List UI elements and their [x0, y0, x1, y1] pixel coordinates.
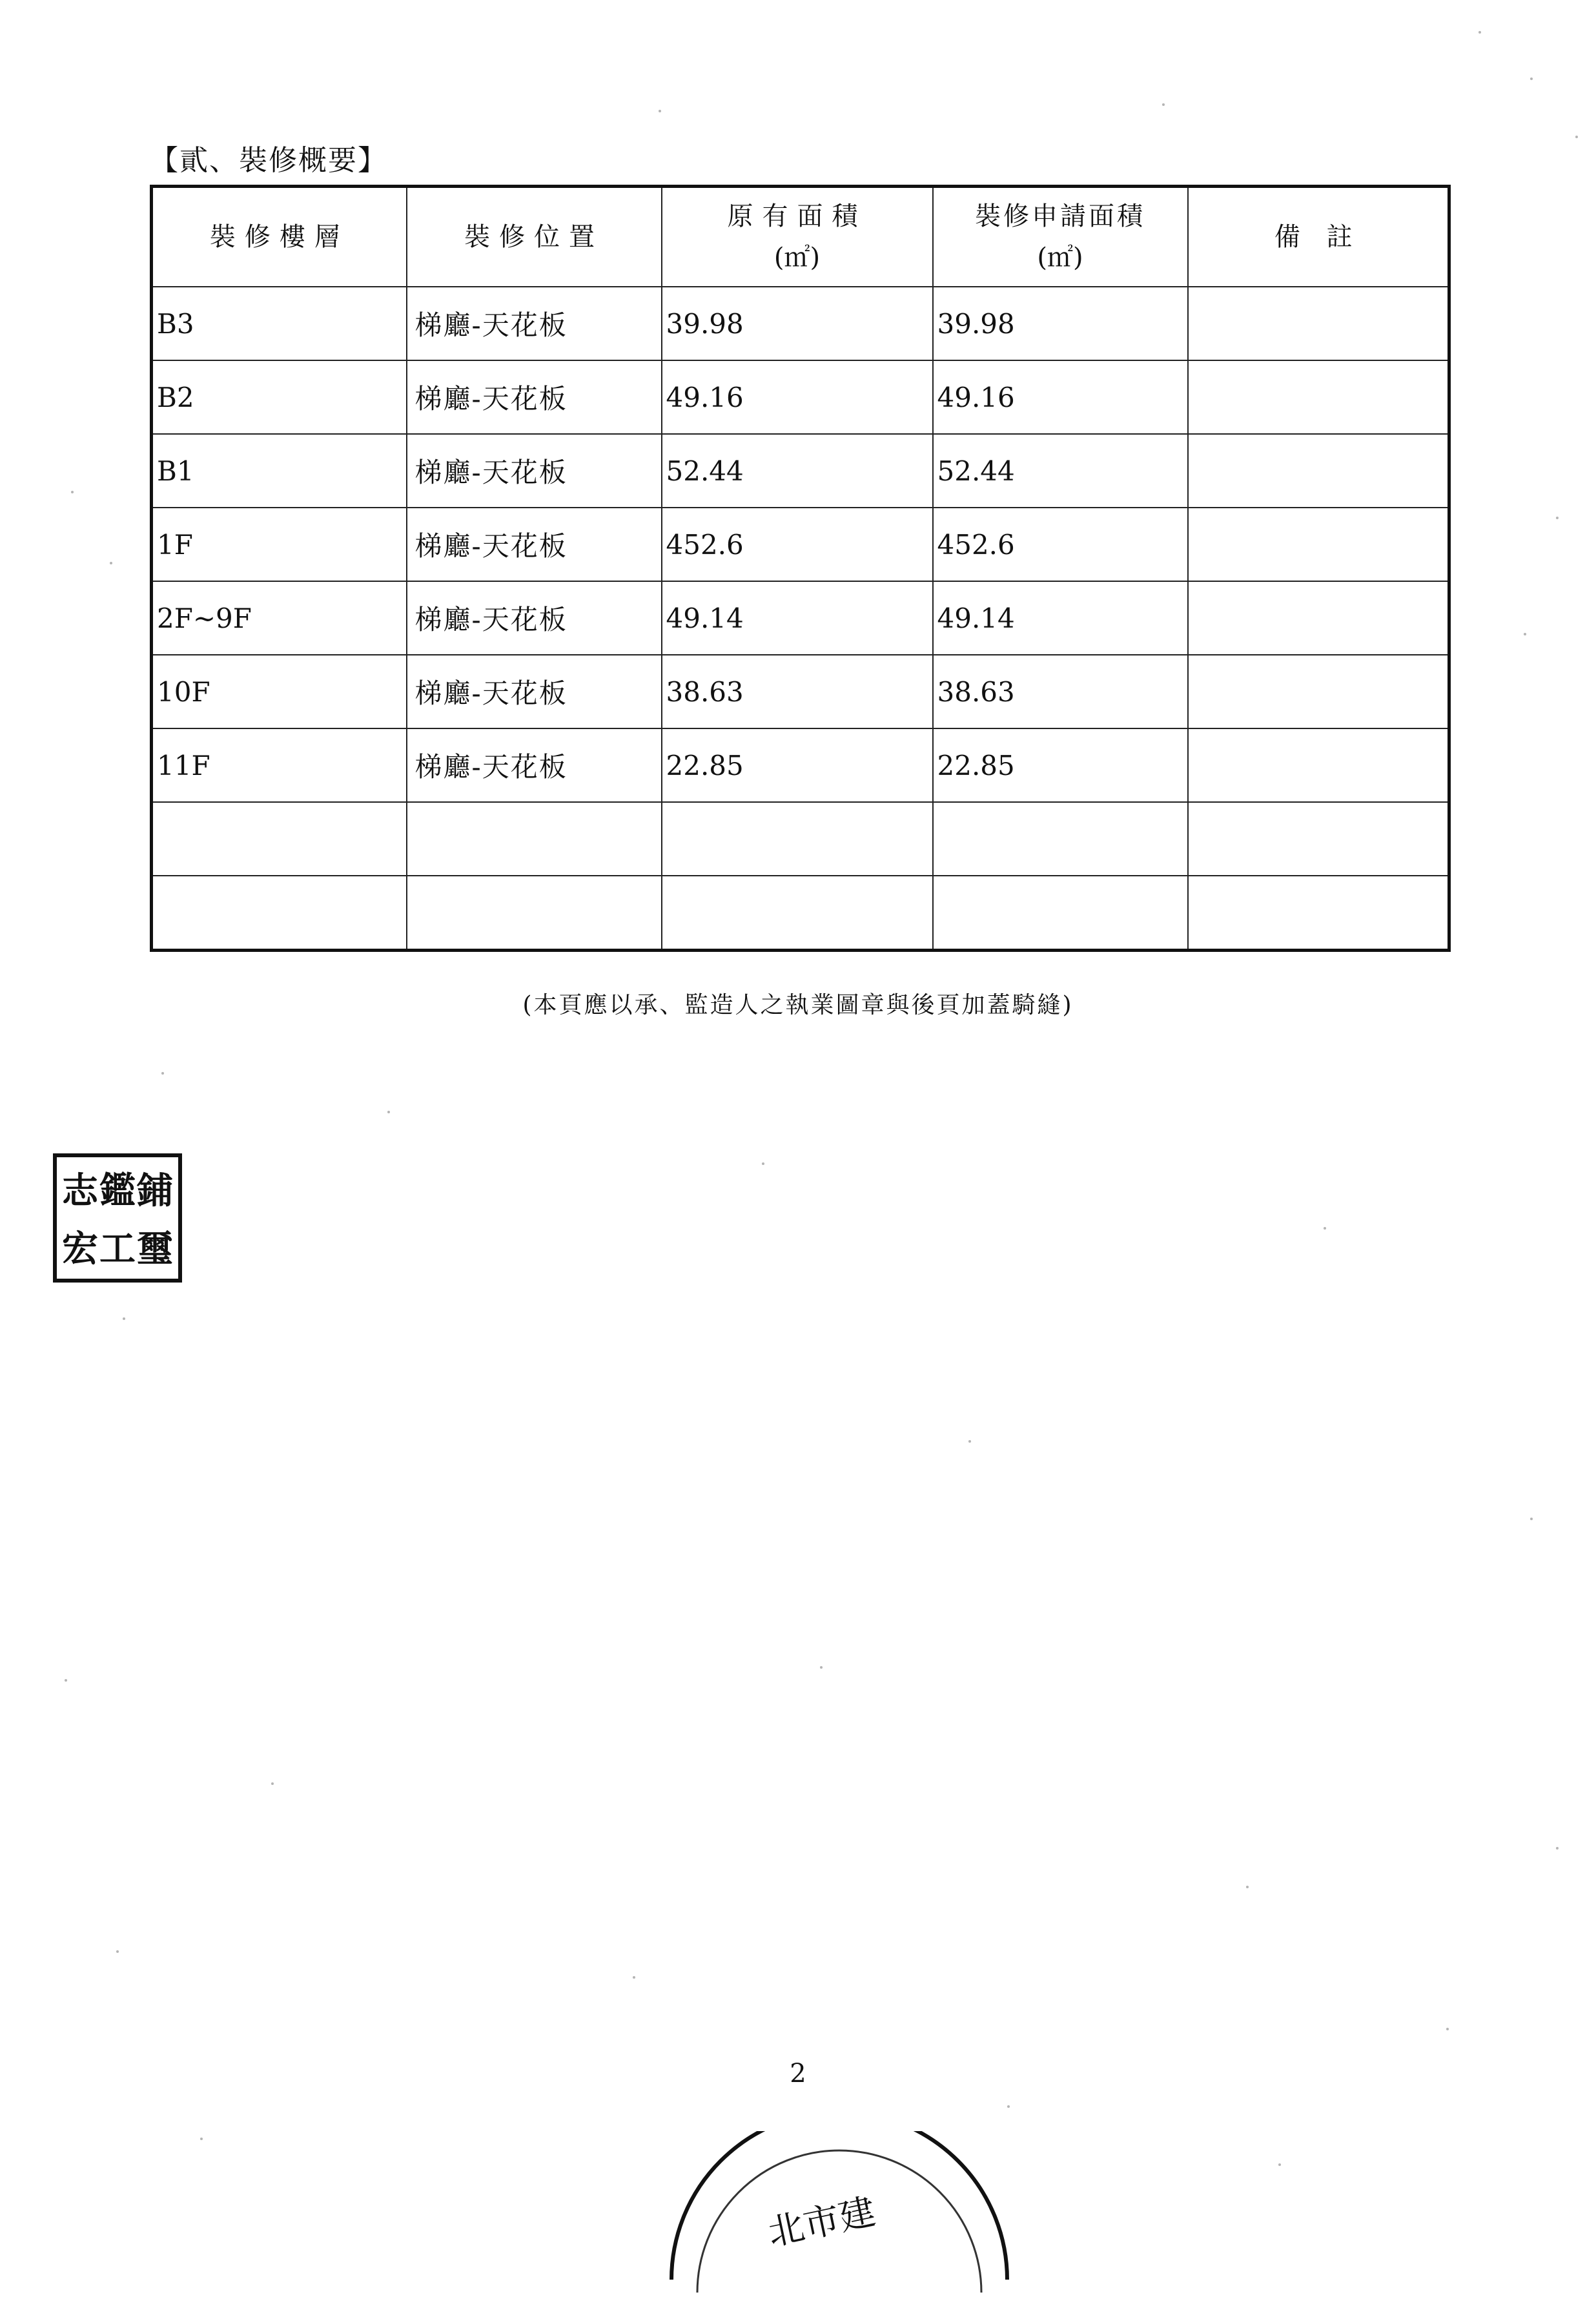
header-position: 裝修位置	[407, 187, 662, 287]
scan-speck	[1478, 31, 1481, 34]
scan-speck	[968, 1440, 971, 1443]
cell-position: 梯廳-天花板	[407, 360, 662, 434]
header-remarks: 備 註	[1188, 187, 1449, 287]
cell-position	[407, 876, 662, 951]
scan-speck	[161, 1072, 164, 1075]
cell-requested-area: 52.44	[933, 434, 1188, 508]
header-requested-area	[933, 187, 1188, 287]
cell-floor: 10F	[152, 655, 407, 728]
cell-floor: B1	[152, 434, 407, 508]
header-requested-area-unit: (㎡)	[1037, 243, 1083, 273]
scan-speck	[116, 1950, 119, 1953]
header-original-area-unit: (㎡)	[773, 243, 821, 273]
scan-speck	[123, 1317, 125, 1320]
cell-original-area: 39.98	[662, 287, 933, 360]
cell-requested-area	[933, 802, 1188, 876]
seal-char: 璽	[137, 1228, 173, 1270]
scan-speck	[1324, 1227, 1326, 1230]
scan-speck	[1007, 2105, 1010, 2108]
seal-char: 宏	[62, 1228, 98, 1270]
cell-requested-area: 452.6	[933, 508, 1188, 581]
cell-original-area: 452.6	[662, 508, 933, 581]
table-row	[152, 360, 1449, 434]
table-header-row	[152, 187, 1449, 287]
cell-requested-area: 49.16	[933, 360, 1188, 434]
cell-original-area: 22.85	[662, 728, 933, 802]
header-floor: 裝修樓層	[152, 187, 407, 287]
cell-floor	[152, 876, 407, 951]
seal-char: 工	[99, 1228, 136, 1270]
cell-remarks	[1188, 581, 1449, 655]
seal-instruction-note: (本頁應以承、監造人之執業圖章與後頁加蓋騎縫)	[522, 992, 1074, 1018]
cell-remarks	[1188, 802, 1449, 876]
cell-requested-area: 49.14	[933, 581, 1188, 655]
table-row	[152, 581, 1449, 655]
table-row	[152, 728, 1449, 802]
scan-speck	[1530, 1518, 1533, 1520]
cell-original-area	[662, 802, 933, 876]
scan-speck	[1575, 136, 1578, 138]
scan-speck	[762, 1162, 764, 1165]
scan-speck	[1278, 2163, 1281, 2166]
cell-floor	[152, 802, 407, 876]
cell-original-area: 38.63	[662, 655, 933, 728]
table-row	[152, 434, 1449, 508]
seal-char: 鋪	[137, 1170, 173, 1212]
cell-position	[407, 802, 662, 876]
seal-char: 鑑	[99, 1170, 136, 1212]
scan-speck	[387, 1111, 390, 1113]
cell-floor: B2	[152, 360, 407, 434]
scan-speck	[71, 491, 74, 493]
seal-char: 志	[62, 1170, 98, 1212]
section-title: 【貳、裝修概要】	[150, 144, 387, 177]
architect-seal	[53, 1153, 182, 1283]
scan-speck	[633, 1976, 635, 1979]
cell-floor: B3	[152, 287, 407, 360]
header-original-area	[662, 187, 933, 287]
cell-remarks	[1188, 287, 1449, 360]
cell-floor: 2F~9F	[152, 581, 407, 655]
table-row	[152, 287, 1449, 360]
cell-requested-area: 22.85	[933, 728, 1188, 802]
scan-speck	[1556, 517, 1559, 519]
scan-speck	[1162, 103, 1165, 106]
cell-remarks	[1188, 360, 1449, 434]
cell-position: 梯廳-天花板	[407, 508, 662, 581]
renovation-summary-table	[150, 185, 1451, 952]
cell-floor: 11F	[152, 728, 407, 802]
cell-original-area	[662, 876, 933, 951]
table-row	[152, 876, 1449, 951]
scan-speck	[659, 110, 661, 112]
cell-remarks	[1188, 876, 1449, 951]
table-row	[152, 508, 1449, 581]
cell-requested-area	[933, 876, 1188, 951]
cell-position: 梯廳-天花板	[407, 728, 662, 802]
cell-position: 梯廳-天花板	[407, 581, 662, 655]
table-row	[152, 802, 1449, 876]
cell-position: 梯廳-天花板	[407, 287, 662, 360]
scan-speck	[1530, 77, 1533, 80]
page-number: 2	[790, 2059, 806, 2088]
cell-floor: 1F	[152, 508, 407, 581]
cell-requested-area: 39.98	[933, 287, 1188, 360]
cell-remarks	[1188, 655, 1449, 728]
scan-speck	[65, 1679, 67, 1682]
government-stamp	[659, 2131, 1020, 2299]
scan-speck	[1446, 2028, 1449, 2030]
scan-speck	[1524, 633, 1526, 635]
scan-speck	[200, 2138, 203, 2140]
cell-original-area: 49.14	[662, 581, 933, 655]
cell-original-area: 52.44	[662, 434, 933, 508]
scan-speck	[271, 1782, 274, 1785]
scan-speck	[1556, 1847, 1559, 1850]
header-original-area-label: 原有面積	[727, 201, 867, 231]
cell-requested-area: 38.63	[933, 655, 1188, 728]
cell-position: 梯廳-天花板	[407, 655, 662, 728]
header-requested-area-label: 裝修申請面積	[975, 201, 1145, 231]
renovation-summary-table-wrapper	[150, 185, 1448, 952]
cell-remarks	[1188, 728, 1449, 802]
scan-speck	[110, 562, 112, 564]
cell-position: 梯廳-天花板	[407, 434, 662, 508]
scan-speck	[1246, 1886, 1249, 1888]
table-row	[152, 655, 1449, 728]
cell-remarks	[1188, 434, 1449, 508]
scan-speck	[820, 1666, 823, 1669]
stamp-text: 北市建	[764, 2191, 879, 2254]
cell-remarks	[1188, 508, 1449, 581]
cell-original-area: 49.16	[662, 360, 933, 434]
